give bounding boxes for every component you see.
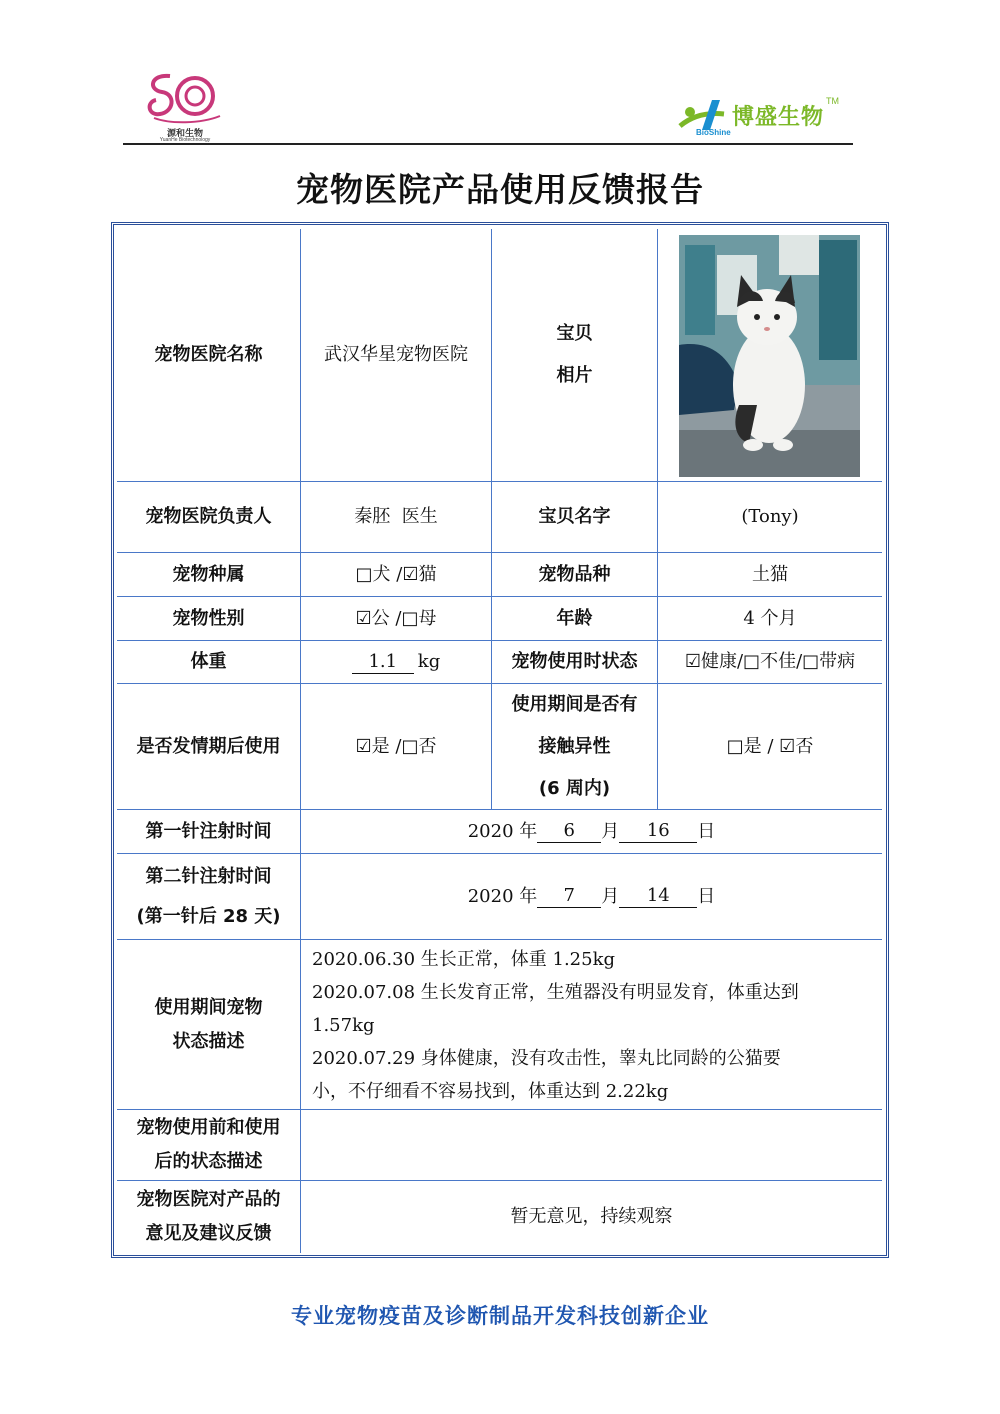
first-shot-date: [301, 810, 882, 853]
second-shot-day-unit: 日: [697, 885, 716, 907]
first-shot-day-unit: 日: [697, 820, 716, 842]
weight-unit: kg: [417, 651, 441, 672]
yuanhe-logo-subtitle: YuanHe Biotechnology: [159, 137, 211, 143]
condition-note-line: 2020.07.29 身体健康，没有攻击性，睾丸比同龄的公猫要: [312, 1048, 781, 1069]
before-after-label: [117, 1110, 300, 1180]
first-shot-month: 6: [537, 820, 601, 843]
photo-label: [492, 229, 657, 481]
status-checkboxes: ☑健康/□不佳/□带病: [684, 651, 856, 672]
sex-checkboxes: ☑公 /□母: [355, 607, 437, 629]
condition-notes: [312, 943, 877, 1108]
condition-note-line: 小，不仔细看不容易找到，体重达到 2.22kg: [312, 1081, 669, 1102]
contact-label-line-1: 使用期间是否有: [511, 693, 638, 715]
before-after-label-line-2: 后的状态描述: [154, 1151, 263, 1172]
condition-note-line: 2020.07.08 生长发育正常，生殖器没有明显发育，体重达到: [312, 982, 799, 1003]
yuanhe-logo-name: 源和生物: [166, 129, 203, 139]
weight-label: 体重: [190, 651, 227, 672]
condition-label: [117, 940, 300, 1109]
breed-value: 土猫: [752, 563, 788, 585]
feedback-label: [117, 1181, 300, 1253]
second-shot-year: 2020 年: [467, 885, 538, 907]
pet-name-value: (Tony): [741, 506, 799, 527]
second-shot-month: 7: [537, 885, 601, 908]
estrus-checkboxes: ☑是 /□否: [355, 735, 437, 757]
pet-name-label: 宝贝名字: [538, 506, 611, 527]
first-shot-label: 第一针注射时间: [145, 820, 272, 842]
contact-label-line-2: 接触异性: [538, 735, 611, 757]
contact-label-line-3: (6 周内): [538, 777, 611, 799]
condition-label-line-2: 状态描述: [172, 1030, 245, 1052]
bioshine-logo: [676, 96, 856, 142]
bioshine-logo-en: BioShine: [696, 128, 731, 137]
condition-note-line: 2020.06.30 生长正常，体重 1.25kg: [312, 949, 616, 970]
sex-label: 宠物性别: [172, 607, 245, 629]
second-shot-date: [301, 854, 882, 939]
first-shot-month-unit: 月: [601, 820, 620, 842]
yuanhe-logo-mark: [140, 68, 230, 128]
before-after-label-line-1: 宠物使用前和使用: [136, 1117, 281, 1138]
feedback-label-line-2: 意见及建议反馈: [145, 1223, 272, 1244]
second-shot-label: [117, 854, 300, 939]
manager-value: 秦胚 医生: [354, 506, 438, 527]
footer-slogan: 专业宠物疫苗及诊断制品开发科技创新企业: [291, 1304, 709, 1328]
species-label: 宠物种属: [172, 563, 245, 585]
manager-label: 宠物医院负责人: [145, 506, 272, 527]
estrus-label: 是否发情期后使用: [136, 735, 281, 757]
bioshine-logo-tm: TM: [826, 96, 839, 106]
contact-checkboxes: □是 / ☑否: [726, 735, 814, 757]
document-title: 宠物医院产品使用反馈报告: [296, 170, 704, 209]
second-shot-label-line-2: (第一针后 28 天): [136, 905, 281, 927]
weight-field: [301, 641, 491, 683]
second-shot-month-unit: 月: [601, 885, 620, 907]
pet-photo: [679, 235, 860, 477]
weight-value: 1.1: [352, 651, 414, 674]
photo-label-line-2: 相片: [556, 365, 593, 386]
hospital-name-value: 武汉华星宠物医院: [324, 344, 468, 365]
breed-label: 宠物品种: [538, 563, 611, 585]
report-table: [117, 229, 882, 1253]
feedback-label-line-1: 宠物医院对产品的: [136, 1189, 281, 1210]
contact-label: [492, 684, 657, 809]
pet-photo-cat-image: [679, 235, 860, 477]
hospital-name-label: 宠物医院名称: [154, 344, 263, 365]
status-label: 宠物使用时状态: [511, 651, 638, 672]
species-checkboxes: □犬 /☑猫: [355, 563, 437, 585]
first-shot-year: 2020 年: [467, 820, 538, 842]
header-rule: [123, 143, 853, 145]
age-value: 4 个月: [743, 607, 797, 629]
photo-label-line-1: 宝贝: [556, 323, 593, 344]
feedback-value: 暂无意见，持续观察: [510, 1206, 673, 1227]
age-label: 年龄: [556, 607, 593, 629]
before-after-value: [301, 1110, 882, 1180]
second-shot-label-line-1: 第二针注射时间: [145, 865, 272, 887]
second-shot-day: 14: [619, 885, 697, 908]
condition-note-line: 1.57kg: [312, 1015, 375, 1036]
condition-label-line-1: 使用期间宠物: [154, 996, 263, 1018]
yuanhe-logo: [140, 68, 230, 144]
bioshine-logo-name: 博盛生物: [732, 105, 825, 130]
first-shot-day: 16: [619, 820, 697, 843]
